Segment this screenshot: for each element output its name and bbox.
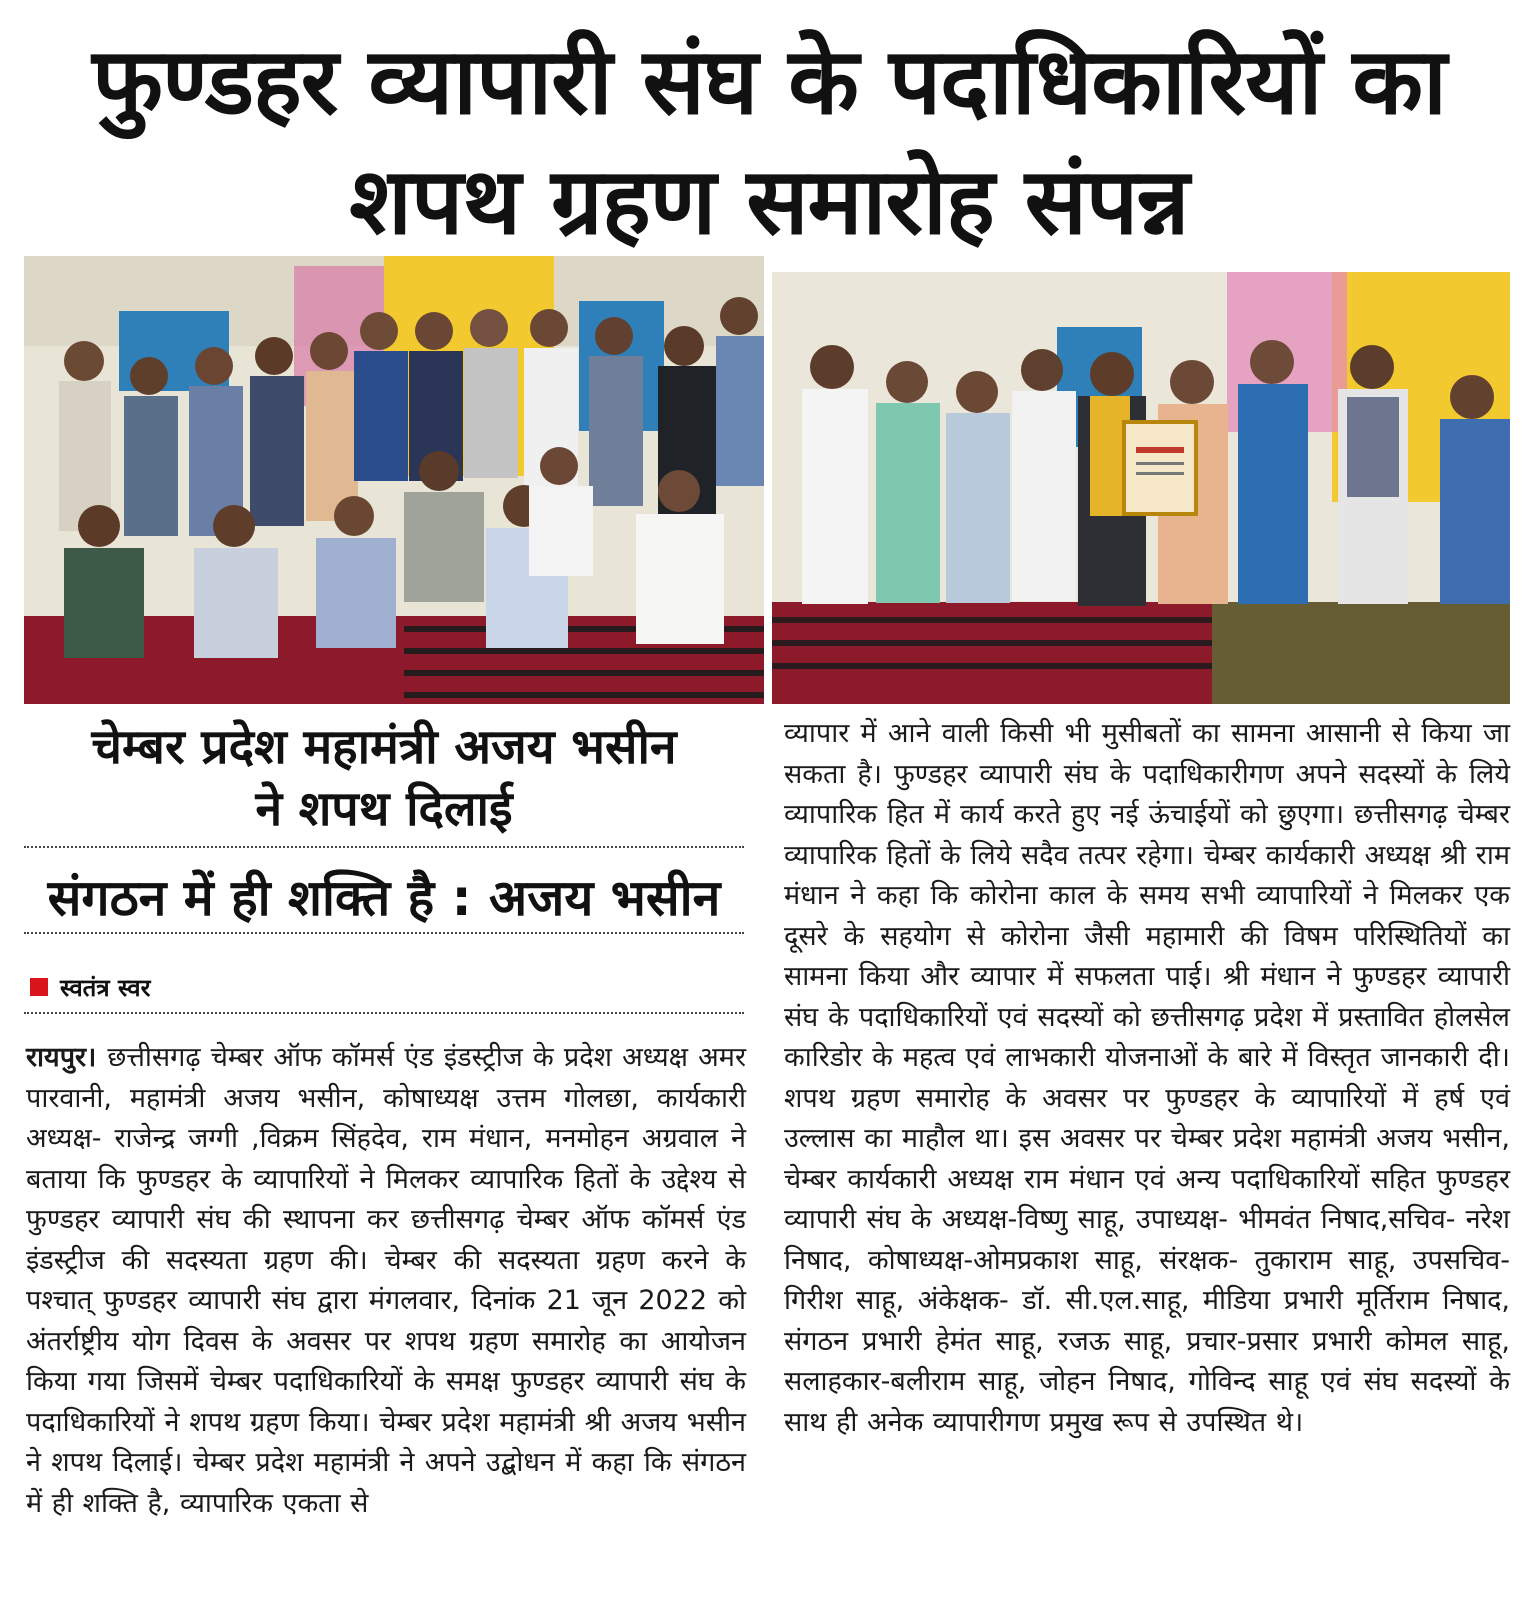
pull-quote: संगठन में ही शक्ति है : अजय भसीन <box>47 869 721 927</box>
article-column-right <box>784 714 1510 1443</box>
subheadline-line-2: ने शपथ दिलाई <box>255 781 513 837</box>
headline <box>40 22 1498 262</box>
group-photo <box>24 256 764 704</box>
byline-text: स्वतंत्र स्वर <box>60 973 151 1002</box>
article-body-right: व्यापार में आने वाली किसी भी मुसीबतों का सामना आसानी से किया जा सकता है। फुण्डहर व्यापारी संघ के पदाधिकारीगण अपने सदस्यों के लिये व्यापारिक हित में कार्य करते हुए नई ऊंचाईयों को छुएगा। छत्तीसगढ़ चेम्बर व्यापारिक हितों के लिये सदैव तत्पर रहेगा। चेम्बर कार्यकारी अध्यक्ष श्री राम मंधान ने कहा कि कोरोना काल के समय सभी व्यापारियों ने मिलकर एक दूसरे के सहयोग से कोरोना जैसी महामारी की विषम परिस्थितियों का सामना किया और व्यापार में सफलता पाई। श्री मंधान ने फुण्डहर व्यापारी संघ के पदाधिकारियों एवं सदस्यों को छत्तीसगढ़ प्रदेश में प्रस्तावित होलसेल कारिडोर के महत्व एवं लाभकारी योजनाओं के बारे में विस्तृत जानकारी दी। शपथ ग्रहण समारोह के अवसर पर फुण्डहर के व्यापारियों में हर्ष एवं उल्लास का माहौल था। इस अवसर पर चेम्बर प्रदेश महामंत्री अजय भसीन, चेम्बर कार्यकारी अध्यक्ष राम मंधान एवं अन्य पदाधिकारियों सहित फुण्डहर व्यापारी संघ के अध्यक्ष-विष्णु साहू, उपाध्यक्ष- भीमवंत निषाद,सचिव- नरेश निषाद, कोषाध्यक्ष-ओमप्रकाश साहू, संरक्षक- तुकाराम साहू, उपसचिव-गिरीश साहू, अंकेक्षक- डॉ. सी.एल.साहू, मीडिया प्रभारी मूर्तिराम निषाद, संगठन प्रभारी हेमंत साहू, रजऊ साहू, प्रचार-प्रसार प्रभारी कोमल साहू, सलाहकार-बलीराम साहू, जोहन निषाद, गोविन्द साहू एवं संघ सदस्यों के साथ ही अनेक व्यापारीगण प्रमुख रूप से उपस्थित थे। <box>784 718 1510 1438</box>
subheadline <box>24 716 744 840</box>
byline-bullet-icon <box>30 978 48 996</box>
dotted-divider <box>24 1012 744 1014</box>
article-body-left: छत्तीसगढ़ चेम्बर ऑफ कॉमर्स एंड इंडस्ट्रीज के प्रदेश अध्यक्ष अमर पारवानी, महामंत्री अजय भसीन, कोषाध्यक्ष उत्तम गोलछा, कार्यकारी अध्यक्ष- राजेन्द्र जग्गी ,विक्रम सिंहदेव, राम मंधान, मनमोहन अग्रवाल ने बताया कि फुण्डहर के व्यापारियों ने मिलकर व्यापारिक हितों के उद्देश्य से फुण्डहर व्यापारी संघ की स्थापना कर छत्तीसगढ़ चेम्बर ऑफ कॉमर्स एंड इंडस्ट्रीज की सदस्यता ग्रहण की। चेम्बर की सदस्यता ग्रहण करने के पश्चात् फुण्डहर व्यापारी संघ द्वारा मंगलवार, दिनांक 21 जून 2022 को अंतर्राष्ट्रीय योग दिवस के अवसर पर शपथ ग्रहण समारोह का आयोजन किया गया जिसमें चेम्बर पदाधिकारियों के समक्ष फुण्डहर व्यापारी संघ के पदाधिकारियों ने शपथ ग्रहण किया। चेम्बर प्रदेश महामंत्री श्री अजय भसीन ने शपथ दिलाई। चेम्बर प्रदेश महामंत्री ने अपने उद्बोधन में कहा कि संगठन में ही शक्ति है, व्यापारिक एकता से <box>26 1042 747 1519</box>
group-photo-illustration <box>24 256 764 704</box>
certificate-photo-illustration <box>772 272 1510 704</box>
certificate-photo <box>772 272 1510 704</box>
dateline: रायपुर। <box>26 1042 108 1073</box>
article-column-left <box>26 1038 746 1524</box>
dotted-divider <box>24 932 744 934</box>
dotted-divider <box>24 846 744 848</box>
headline-line-2: शपथ ग्रहण समारोह संपन्न <box>349 148 1189 255</box>
subheadline-line-1: चेम्बर प्रदेश महामंत्री अजय भसीन <box>91 719 677 775</box>
headline-line-1: फुण्डहर व्यापारी संघ के पदाधिकारियों का <box>92 28 1446 135</box>
byline <box>30 972 150 1002</box>
